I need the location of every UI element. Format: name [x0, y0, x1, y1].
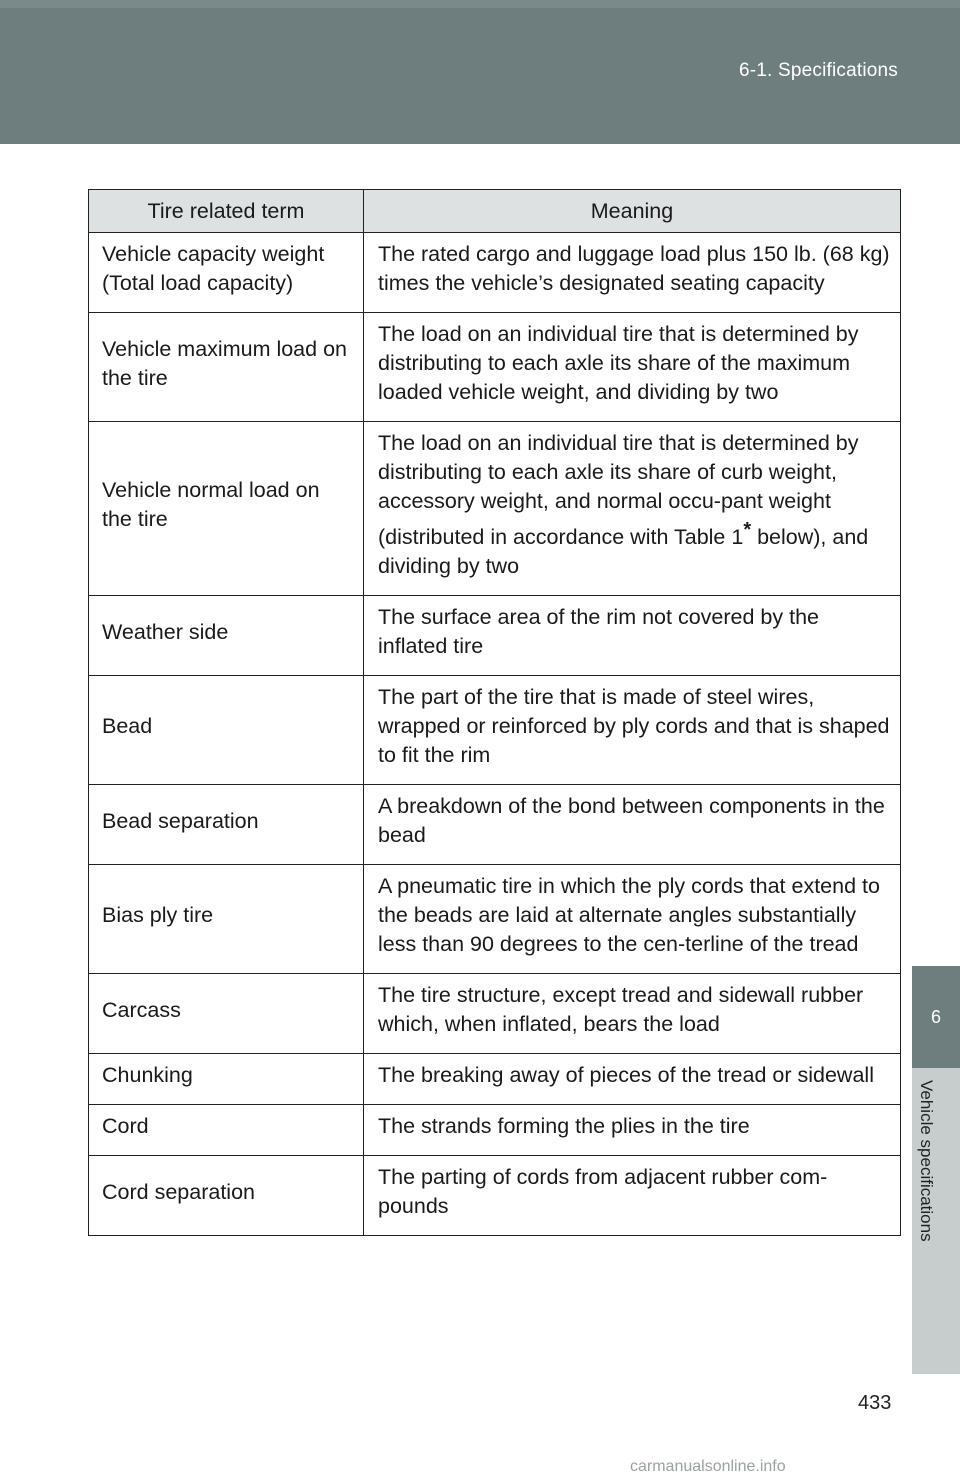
- term-cell: Vehicle maximum load on the tire: [89, 313, 364, 422]
- column-header-term: Tire related term: [89, 190, 364, 233]
- meaning-cell: The strands forming the plies in the tire: [364, 1105, 901, 1156]
- table-row: [89, 596, 901, 676]
- meaning-text: The load on an individual tire that is determined by distributing to each axle its share of curb weight, accessory weight, and normal occu-pant weight (distributed in accordance with Table 1: [378, 431, 859, 550]
- section-title: 6-1. Specifications: [738, 60, 898, 81]
- term-cell: Weather side: [89, 596, 364, 676]
- table-row: [89, 422, 901, 596]
- table-row: [89, 865, 901, 974]
- meaning-cell: [364, 422, 901, 596]
- table-row: [89, 676, 901, 785]
- meaning-cell: The part of the tire that is made of steel wires, wrapped or reinforced by ply cords and that is shaped to fit the rim: [364, 676, 901, 785]
- term-cell: Bead: [89, 676, 364, 785]
- term-cell: Vehicle capacity weight (Total load capacity): [89, 233, 364, 313]
- table-header-row: [89, 190, 901, 233]
- table-row: [89, 1156, 901, 1236]
- header-top-band: [0, 0, 960, 8]
- column-header-meaning: Meaning: [364, 190, 901, 233]
- footnote-asterisk: *: [743, 519, 752, 541]
- term-cell: Chunking: [89, 1054, 364, 1105]
- tire-terms-table: [88, 189, 901, 1236]
- meaning-cell: The load on an individual tire that is determined by distributing to each axle its share of the maximum loaded vehicle weight, and dividing by two: [364, 313, 901, 422]
- meaning-cell: A breakdown of the bond between components in the bead: [364, 785, 901, 865]
- term-cell: Cord separation: [89, 1156, 364, 1236]
- term-cell: Bead separation: [89, 785, 364, 865]
- term-cell: Cord: [89, 1105, 364, 1156]
- page-header: [0, 0, 960, 144]
- site-watermark: carmanualsonline.info: [630, 1458, 786, 1475]
- page-number: 433: [858, 1392, 892, 1414]
- term-cell: Carcass: [89, 974, 364, 1054]
- chapter-side-label: Vehicle specifications: [917, 1080, 936, 1242]
- meaning-text-end: below), and dividing by two: [378, 525, 869, 579]
- table-row: [89, 313, 901, 422]
- chapter-number-tab: 6: [912, 966, 960, 1068]
- meaning-cell: The parting of cords from adjacent rubber com-pounds: [364, 1156, 901, 1236]
- table-row: [89, 785, 901, 865]
- table-row: [89, 233, 901, 313]
- meaning-cell: The breaking away of pieces of the tread or sidewall: [364, 1054, 901, 1105]
- term-cell: Vehicle normal load on the tire: [89, 422, 364, 596]
- meaning-cell: A pneumatic tire in which the ply cords that extend to the beads are laid at alternate angles substantially less than 90 degrees to the cen-terline of the tread: [364, 865, 901, 974]
- term-cell: Bias ply tire: [89, 865, 364, 974]
- meaning-cell: The rated cargo and luggage load plus 150 lb. (68 kg) times the vehicle’s designated seating capacity: [364, 233, 901, 313]
- table-row: [89, 1105, 901, 1156]
- meaning-cell: The tire structure, except tread and sidewall rubber which, when inflated, bears the load: [364, 974, 901, 1054]
- table-row: [89, 974, 901, 1054]
- meaning-cell: The surface area of the rim not covered by the inflated tire: [364, 596, 901, 676]
- table-row: [89, 1054, 901, 1105]
